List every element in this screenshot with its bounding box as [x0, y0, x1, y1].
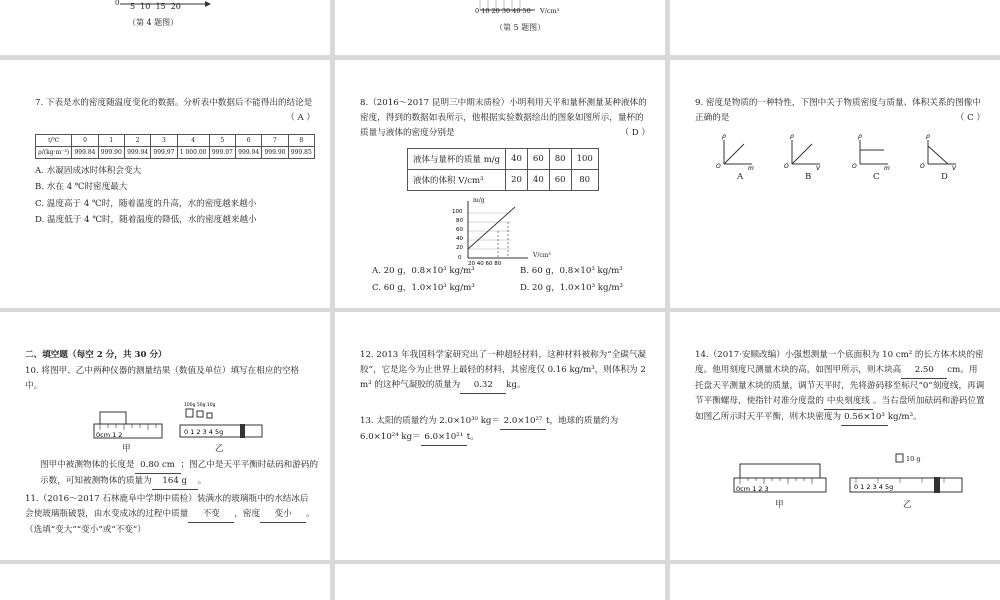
- q7-density-cell: 999.84: [72, 147, 98, 159]
- q7-option-c: C. 温度高于 4 ℃时，随着温度的升高，水的密度越来越小: [35, 199, 257, 209]
- svg-text:0cm 1 2: 0cm 1 2: [96, 431, 123, 439]
- svg-text:O: O: [852, 163, 857, 170]
- q8-row2-head: 液体的体积 V/cm³: [408, 170, 506, 191]
- svg-text:ρ: ρ: [926, 133, 930, 140]
- q7-row1-head: t/℃: [36, 135, 72, 147]
- q7-temp-cell: 8: [288, 135, 314, 147]
- q8-volume-cell: 20: [506, 170, 528, 191]
- q14-ruler-fig: [732, 462, 832, 498]
- svg-text:V: V: [816, 165, 821, 172]
- q7-stem: [35, 96, 315, 126]
- q8-volume-cell: 80: [571, 170, 598, 191]
- q8-option-d: D. 20 g，1.0×10³ kg/m³: [520, 283, 623, 293]
- q9-label-d: D: [941, 172, 948, 182]
- q8-answer: （ D ）: [620, 128, 650, 138]
- q5-caption: （第 5 题图）: [495, 23, 546, 32]
- q7-density-cell: 1 000.00: [177, 147, 209, 159]
- q9-graphs: [712, 132, 972, 172]
- svg-text:O: O: [716, 163, 721, 170]
- q7-density-cell: 999.90: [262, 147, 288, 159]
- q11-text3: 。（选填“变大”“变小”或“不变”）: [25, 509, 315, 535]
- q11-text2: ，密度: [234, 509, 261, 519]
- q11-answer-mass: 不变: [188, 507, 234, 523]
- q11-answer-density: 变小: [260, 507, 306, 523]
- q13-answer-earth: 6.0×10²¹: [421, 430, 467, 446]
- q8-mass-cell: 40: [506, 149, 528, 170]
- panel-q7: [0, 60, 330, 308]
- q10-answer-mass: 164 g: [152, 474, 198, 490]
- q10-text1: 图甲中被测物体的长度是: [40, 460, 135, 470]
- panel-q9: [670, 60, 1000, 308]
- q14-fig-yi: 乙: [903, 500, 912, 510]
- q5-axis-ticks: 0 10 20 30 40 50: [475, 7, 531, 15]
- q9-label-c: C: [873, 172, 880, 182]
- q10-balance-fig: [178, 399, 268, 441]
- q10-text2: ；图乙中是天平平衡时砝码和游码的示数，可知被测物体的质量为: [40, 460, 319, 486]
- q10-stem: 10. 将图甲、乙中两种仪器的测量结果（数值及单位）填写在相应的空格中。: [25, 366, 300, 391]
- svg-text:0 1 2 3 4 5: 0 1 2 3 4 5g: [854, 483, 894, 491]
- panel-top-right: [670, 0, 1000, 55]
- q11-text: [25, 492, 315, 538]
- q8-row1-head: 液体与量杯的质量 m/g: [408, 149, 506, 170]
- q7-density-cell: 999.97: [209, 147, 235, 159]
- svg-text:100g 50g 10g: 100g 50g 10g: [184, 403, 216, 408]
- q7-temp-cell: 2: [124, 135, 150, 147]
- svg-text:20: 20: [456, 245, 463, 251]
- panel-bottom-mid: [335, 564, 665, 600]
- q7-density-cell: 999.94: [124, 147, 150, 159]
- q7-temp-cell: 1: [98, 135, 124, 147]
- svg-text:m: m: [884, 165, 890, 172]
- q7-temp-cell: 4: [177, 135, 209, 147]
- svg-text:0: 0: [458, 255, 462, 261]
- q7-density-cell: 999.94: [235, 147, 261, 159]
- q14-fig-jia: 甲: [775, 500, 784, 510]
- q14-answer-density: 0.56×10³: [841, 410, 888, 426]
- q4-axis-zero: 0: [115, 0, 120, 7]
- q14-answer-pointer: 中央刻度线: [824, 394, 873, 410]
- q8-option-b: B. 60 g，0.8×10³ kg/m³: [520, 266, 623, 276]
- q8-volume-cell: 60: [549, 170, 571, 191]
- q7-option-d: D. 温度低于 4 ℃时，随着温度的降低，水的密度越来越小: [35, 215, 257, 225]
- svg-text:V: V: [952, 165, 957, 172]
- panel-q10-q11: [0, 312, 330, 560]
- q12-text: [360, 348, 650, 394]
- panel-q12-q13: [335, 312, 665, 560]
- q14-weight-label: 10 g: [906, 455, 921, 463]
- q13-text: [360, 414, 650, 446]
- q12-answer: 0.32: [460, 378, 506, 394]
- panel-top-left: [0, 0, 330, 55]
- q14-answer-height: 2.50: [901, 363, 947, 379]
- q7-temp-cell: 7: [262, 135, 288, 147]
- q8-graph-xlabel: V/cm³: [533, 252, 551, 259]
- q7-density-cell: 999.90: [98, 147, 124, 159]
- panel-bottom-right: [670, 564, 1000, 600]
- q8-option-c: C. 60 g，1.0×10³ kg/m³: [372, 283, 475, 293]
- svg-text:60: 60: [456, 227, 463, 233]
- q9-stem: [695, 96, 985, 126]
- svg-text:0cm 1 2 3: 0cm 1 2 3: [736, 485, 769, 493]
- svg-text:O: O: [920, 163, 925, 170]
- svg-text:80: 80: [456, 218, 463, 224]
- q8-stem: [360, 96, 650, 141]
- q10-text3: 。: [197, 476, 207, 486]
- section-title: 二、填空题（每空 2 分，共 30 分）: [25, 350, 167, 360]
- q13-answer-sun: 2.0×10²⁷: [500, 414, 546, 430]
- q8-table: [407, 148, 599, 191]
- svg-text:ρ: ρ: [858, 133, 862, 140]
- q8-graph: [452, 193, 543, 267]
- q7-option-a: A. 水凝固成冰时体积会变大: [35, 166, 142, 176]
- svg-text:40: 40: [456, 236, 463, 242]
- q7-density-cell: 999.85: [288, 147, 314, 159]
- q7-density-cell: 999.97: [151, 147, 177, 159]
- q10-fig-yi: 乙: [215, 444, 224, 454]
- q14-text2: cm。用托盘天平测量木块的质量，调节天平时，先将游码移至标尺“0”刻度线，再调节平衡螺母，使指针对准分度盘的: [695, 365, 985, 406]
- q7-temp-cell: 0: [72, 135, 98, 147]
- q14-text: [695, 348, 985, 426]
- q8-mass-cell: 100: [571, 149, 598, 170]
- q13-stem: 13. 太阳的质量约为 2.0×10³⁰ kg＝: [360, 416, 501, 426]
- q12-tail: kg。: [506, 380, 526, 390]
- q12-stem: 12. 2013 年我国科学家研究出了一种超轻材料，这种材料被称为“全碳气凝胶”，它是迄今为止世界上最轻的材料，其密度仅 0.16 kg/m³，则体积为 2 m³ 的这种气凝胶的质量为: [360, 350, 647, 390]
- q7-temp-cell: 6: [235, 135, 261, 147]
- q8-mass-cell: 60: [527, 149, 549, 170]
- q7-option-b: B. 水在 4 ℃时密度最大: [35, 182, 128, 192]
- svg-text:ρ: ρ: [722, 133, 726, 140]
- panel-bottom-left: [0, 564, 330, 600]
- q7-table: [35, 134, 315, 159]
- panel-q14: [670, 312, 1000, 560]
- svg-text:0 1 2 3 4 5g: 0 1 2 3 4 5g: [184, 428, 224, 436]
- q14-stem: 14.（2017·安顺改编）小强想测量一个底面积为 10 cm² 的长方体木块的密度。他用刻度尺测量木块的高，如图甲所示，则木块高: [695, 350, 984, 375]
- q7-stem-text: 7. 下表是水的密度随温度变化的数据。分析表中数据后不能得出的结论是: [35, 98, 313, 108]
- svg-text:O: O: [784, 163, 789, 170]
- svg-text:ρ: ρ: [790, 133, 794, 140]
- svg-text:m: m: [748, 165, 754, 172]
- q4-axis-ticks: 5 10 15 20: [130, 2, 181, 11]
- q4-caption: （第 4 题图）: [128, 18, 179, 27]
- q7-row2-head: ρ/(kg·m⁻³): [36, 147, 72, 159]
- q13-tail: t。: [466, 432, 479, 442]
- q8-mass-cell: 80: [549, 149, 571, 170]
- q10-fig-jia: 甲: [122, 444, 131, 454]
- q8-volume-cell: 40: [527, 170, 549, 191]
- q7-temp-cell: 3: [151, 135, 177, 147]
- q9-label-b: B: [805, 172, 812, 182]
- q9-answer: （ C ）: [955, 113, 985, 123]
- q8-option-a: A. 20 g，0.8×10³ kg/m³: [372, 266, 475, 276]
- q7-temp-cell: 5: [209, 135, 235, 147]
- q8-graph-ylabel: m/g: [473, 197, 485, 204]
- q14-text3: 。当右盘所加砝码和游码位置如图乙所示时天平平衡，则木块密度为: [695, 396, 985, 422]
- svg-text:100: 100: [452, 209, 463, 215]
- q5-axis-unit: V/cm³: [540, 7, 560, 15]
- q9-label-a: A: [737, 172, 744, 182]
- svg-text:20 40 60 80: 20 40 60 80: [468, 261, 502, 267]
- panel-q8: [335, 60, 665, 308]
- q13-mid: t，地球的质量约为 6.0×10²⁴ kg＝: [360, 416, 619, 442]
- q10-answer-text: [40, 458, 320, 490]
- q10-ruler-fig: [92, 410, 167, 442]
- q9-stem-text: 9. 密度是物质的一种特性，下图中关于物质密度与质量、体积关系的图像中正确的是: [695, 98, 981, 123]
- q8-stem-text: 8.（2016～2017 昆明三中期末质检）小明利用天平和量杯测量某种液体的密度，得到的数据如表所示，他根据实验数据绘出的图象如图所示，量杯的质量与液体的密度分别是: [360, 98, 647, 138]
- panel-top-mid: [335, 0, 665, 55]
- q14-text4: kg/m³。: [887, 412, 922, 422]
- q7-answer: （ A ）: [286, 113, 315, 123]
- q11-stem: 11.（2016～2017 石林鹿阜中学期中质检）装满水的玻璃瓶中的水结冰后会使玻璃瓶破裂，由水变成冰的过程中质量: [25, 494, 309, 519]
- q10-answer-length: 0.80 cm: [135, 458, 181, 474]
